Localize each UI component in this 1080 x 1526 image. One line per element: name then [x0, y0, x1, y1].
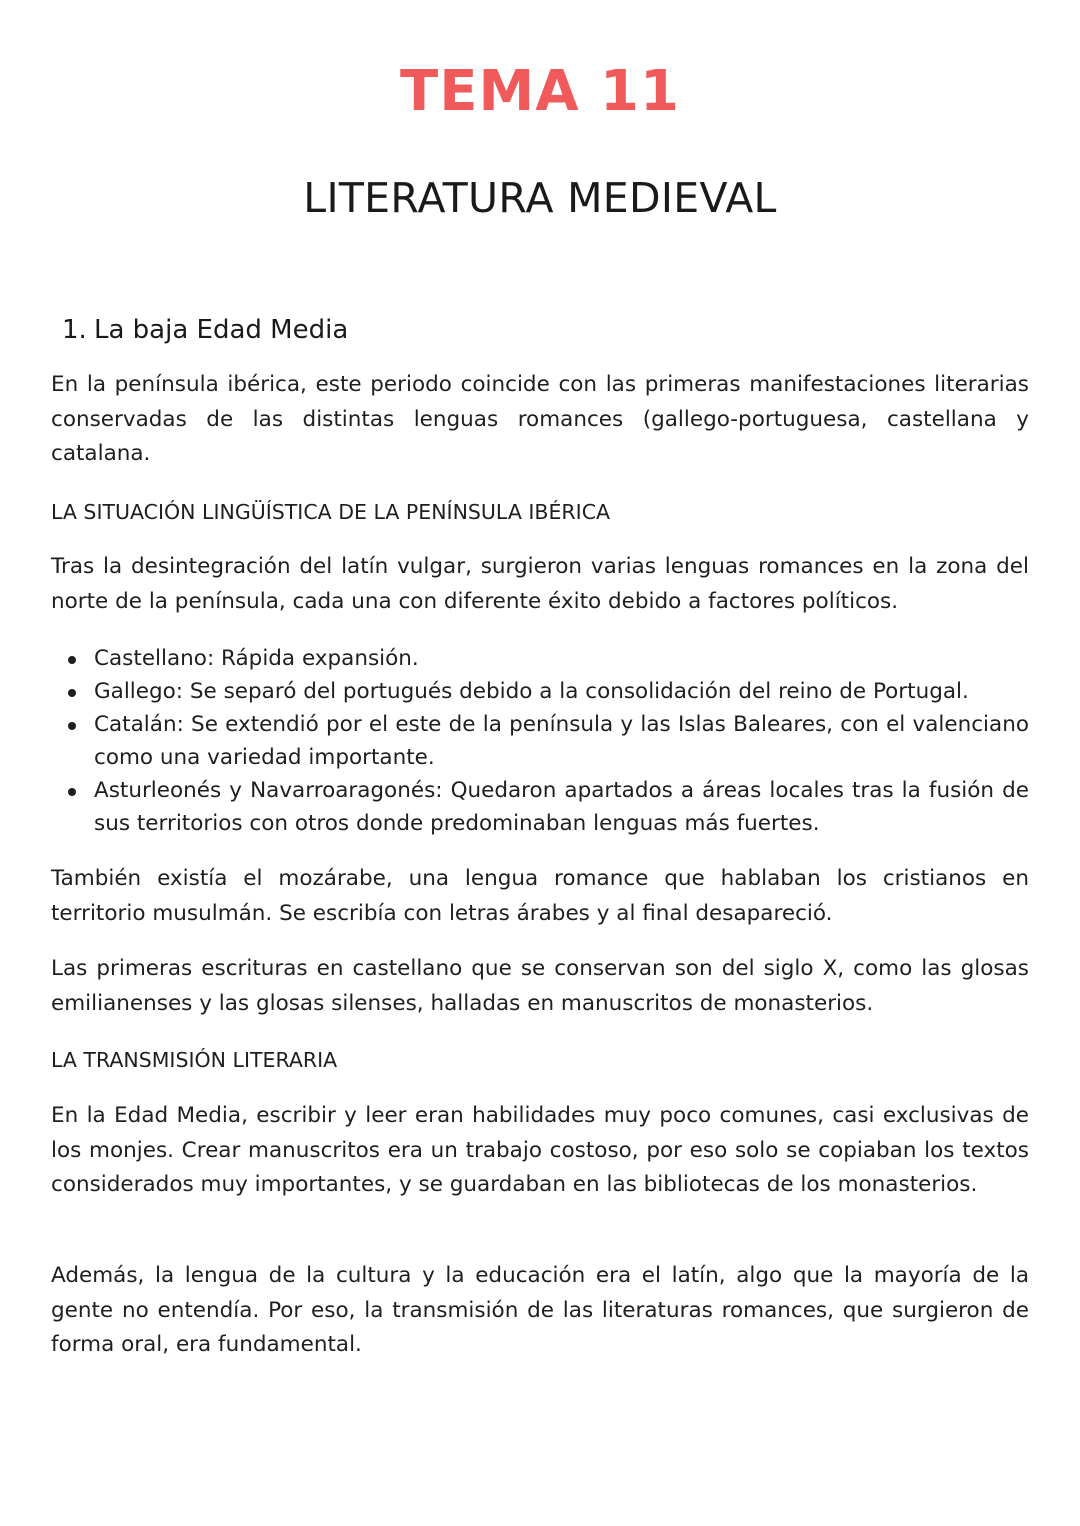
subheading-block-linguistica	[51, 495, 1029, 529]
transmision-paragraph-2: Además, la lengua de la cultura y la educación era el latín, algo que la mayoría de la gente no entendía. Por eso, la transmisión de las literaturas romances, que surgieron de forma oral, era fundamental.	[51, 1263, 1029, 1357]
mozarabe-paragraph-block	[51, 862, 1029, 931]
intro-paragraph-block	[51, 368, 1029, 472]
transmision-paragraph-1: En la Edad Media, escribir y leer eran habilidades muy poco comunes, casi exclusivas de los monjes. Crear manuscritos era un trabajo costoso, por eso solo se copiaban los textos considerados muy importantes, y se guardaban en las bibliotecas de los monasterios.	[51, 1103, 1029, 1197]
transmision-paragraph-block-2	[51, 1259, 1029, 1363]
section-title: La baja Edad Media	[94, 315, 349, 345]
page-title: LITERATURA MEDIEVAL	[303, 174, 777, 222]
list-item: Gallego: Se separó del portugués debido a la consolidación del reino de Portugal.	[51, 675, 1029, 708]
transmision-paragraph-block-1	[51, 1099, 1029, 1203]
escrituras-paragraph-block	[51, 952, 1029, 1021]
list-item: Castellano: Rápida expansión.	[51, 642, 1029, 675]
tema-title: TEMA 11	[400, 59, 680, 124]
subheading-linguistica: LA SITUACIÓN LINGÜÍSTICA DE LA PENÍNSULA IBÉRICA	[51, 500, 611, 524]
list-item: Catalán: Se extendió por el este de la península y las Islas Baleares, con el valenciano como una variedad importante.	[51, 708, 1029, 774]
section-heading	[62, 310, 348, 350]
linguistica-paragraph-block	[51, 550, 1029, 619]
language-list-block	[51, 642, 1029, 840]
subheading-transmision: LA TRANSMISIÓN LITERARIA	[51, 1048, 338, 1072]
escrituras-paragraph: Las primeras escrituras en castellano que se conservan son del siglo X, como las glosas emilianenses y las glosas silenses, halladas en manuscritos de monasterios.	[51, 956, 1029, 1016]
linguistica-paragraph: Tras la desintegración del latín vulgar, surgieron varias lenguas romances en la zona del norte de la península, cada una con diferente éxito debido a factores políticos.	[51, 554, 1029, 614]
subheading-block-transmision	[51, 1043, 1029, 1077]
intro-paragraph: En la península ibérica, este periodo coincide con las primeras manifestaciones literarias conservadas de las distintas lenguas romances (gallego-portuguesa, castellana y catalana.	[51, 372, 1029, 466]
section-number: 1.	[62, 315, 87, 345]
mozarabe-paragraph: También existía el mozárabe, una lengua romance que hablaban los cristianos en territorio musulmán. Se escribía con letras árabes y al final desapareció.	[51, 866, 1029, 926]
language-list	[51, 642, 1029, 840]
list-item: Asturleonés y Navarroaragonés: Quedaron apartados a áreas locales tras la fusión de sus territorios con otros donde predominaban lenguas más fuertes.	[51, 774, 1029, 840]
